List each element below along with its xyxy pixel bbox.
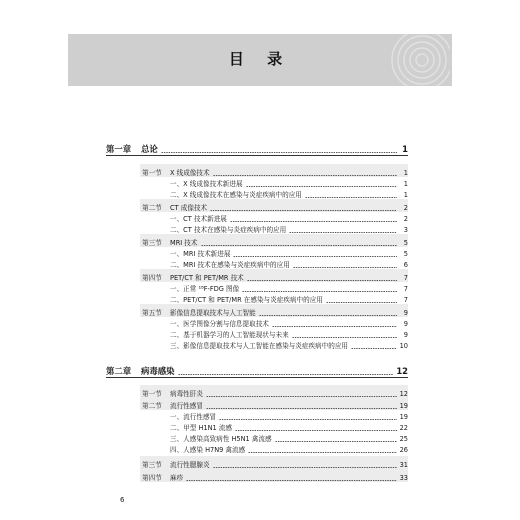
subsection-title: 一、MRI 技术新进展 (170, 250, 231, 258)
toc-section-entry[interactable] (142, 459, 408, 471)
section-label: 第一节 (142, 390, 162, 398)
section-title: PET/CT 和 PET/MR 技术 (170, 274, 244, 282)
dot-leader (248, 452, 396, 453)
dot-leader (230, 221, 397, 222)
dot-leader (210, 210, 397, 211)
toc-subsection-entry[interactable] (170, 259, 408, 271)
section-page-number: 9 (403, 309, 408, 317)
subsection-title: 二、MRI 技术在感染与炎症疾病中的应用 (170, 261, 290, 269)
dot-leader (305, 197, 397, 198)
dot-leader (201, 245, 398, 246)
section-page-number: 12 (399, 390, 408, 398)
subsection-title: 二、基于机器学习的人工智能现状与未来 (170, 331, 289, 339)
subsection-title: 四、人感染 H7N9 禽流感 (170, 446, 246, 454)
section-label: 第三节 (142, 239, 162, 247)
dot-leader (213, 467, 397, 468)
section-page-number: 7 (403, 274, 408, 282)
section-label: 第一节 (142, 169, 162, 177)
toc-section-entry[interactable] (142, 472, 408, 484)
subsection-page-number: 7 (403, 296, 408, 304)
chapter-title: 总论 (141, 144, 158, 154)
section-page-number: 1 (403, 169, 408, 177)
subsection-page-number: 10 (399, 342, 408, 350)
subsection-page-number: 25 (399, 435, 408, 443)
chapter-label: 第一章 (106, 144, 132, 154)
section-label: 第四节 (142, 474, 162, 482)
section-label: 第三节 (142, 461, 162, 469)
dot-leader (275, 441, 397, 442)
dot-leader (246, 186, 397, 187)
subsection-title: 一、正常 ¹⁸F-FDG 图像 (170, 285, 240, 293)
section-label: 第五节 (142, 309, 162, 317)
subsection-page-number: 3 (403, 226, 408, 234)
subsection-page-number: 9 (403, 320, 408, 328)
section-title: X 线成像技术 (170, 169, 210, 177)
page-number: 6 (120, 496, 125, 504)
dot-leader (178, 374, 394, 375)
toc-chapter-entry[interactable] (106, 142, 408, 156)
subsection-title: 一、CT 技术新进展 (170, 215, 227, 223)
subsection-title: 二、CT 技术在感染与炎症疾病中的应用 (170, 226, 287, 234)
dot-leader (326, 302, 397, 303)
section-title: 流行性腮腺炎 (170, 461, 210, 469)
dot-leader (242, 291, 397, 292)
dot-leader (213, 175, 397, 176)
section-page-number: 19 (399, 402, 408, 410)
dot-leader (247, 280, 397, 281)
subsection-page-number: 2 (403, 215, 408, 223)
subsection-title: 二、X 线成像技术在感染与炎症疾病中的应用 (170, 191, 302, 199)
section-title: CT 成像技术 (170, 204, 208, 212)
dot-leader (206, 408, 397, 409)
subsection-title: 二、甲型 H1N1 流感 (170, 424, 233, 432)
subsection-page-number: 1 (403, 191, 408, 199)
section-title: 病毒性肝炎 (170, 390, 203, 398)
chapter-page-number: 1 (402, 144, 408, 154)
chapter-label: 第二章 (106, 366, 132, 376)
section-label: 第二节 (142, 204, 162, 212)
toc-subsection-entry[interactable] (170, 189, 408, 201)
section-label: 第二节 (142, 402, 162, 410)
subsection-page-number: 6 (403, 261, 408, 269)
toc-subsection-entry[interactable] (170, 294, 408, 306)
subsection-page-number: 22 (399, 424, 408, 432)
dot-leader (292, 337, 397, 338)
section-title: MRI 技术 (170, 239, 198, 247)
subsection-page-number: 5 (403, 250, 408, 258)
dot-leader (161, 152, 397, 153)
subsection-title: 二、PET/CT 和 PET/MR 在感染与炎症疾病中的应用 (170, 296, 323, 304)
dot-leader (235, 430, 397, 431)
section-label: 第四节 (142, 274, 162, 282)
toc-subsection-entry[interactable] (170, 224, 408, 236)
subsection-page-number: 7 (403, 285, 408, 293)
dot-leader (351, 348, 397, 349)
dot-leader (233, 256, 397, 257)
subsection-page-number: 9 (403, 331, 408, 339)
section-title: 影像信息提取技术与人工智能 (170, 309, 256, 317)
toc-subsection-entry[interactable] (170, 444, 408, 456)
section-page-number: 31 (399, 461, 408, 469)
chapter-title: 病毒感染 (141, 366, 175, 376)
subsection-page-number: 26 (399, 446, 408, 454)
subsection-page-number: 19 (399, 413, 408, 421)
subsection-title: 一、医学图像分割与信息提取技术 (170, 320, 269, 328)
dot-leader (272, 326, 397, 327)
toc-subsection-entry[interactable] (170, 340, 408, 352)
dot-leader (293, 267, 397, 268)
section-page-number: 5 (403, 239, 408, 247)
subsection-title: 三、人感染高致病性 H5N1 禽流感 (170, 435, 272, 443)
toc-section-entry[interactable] (142, 388, 408, 400)
toc-chapter-entry[interactable] (106, 364, 408, 378)
chapter-page-number: 12 (396, 366, 408, 376)
dot-leader (206, 396, 397, 397)
dot-leader (259, 315, 397, 316)
subsection-title: 一、X 线成像技术新进展 (170, 180, 243, 188)
toc-title: 目 录 (228, 50, 292, 68)
section-page-number: 2 (403, 204, 408, 212)
section-title: 麻疹 (170, 474, 184, 482)
dot-leader (289, 232, 397, 233)
subsection-title: 三、影像信息提取技术与人工智能在感染与炎症疾病中的应用 (170, 342, 349, 350)
subsection-title: 一、流行性感冒 (170, 413, 217, 421)
section-title: 流行性感冒 (170, 402, 203, 410)
section-page-number: 33 (399, 474, 408, 482)
subsection-page-number: 1 (403, 180, 408, 188)
dot-leader (186, 480, 396, 481)
dot-leader (219, 419, 396, 420)
